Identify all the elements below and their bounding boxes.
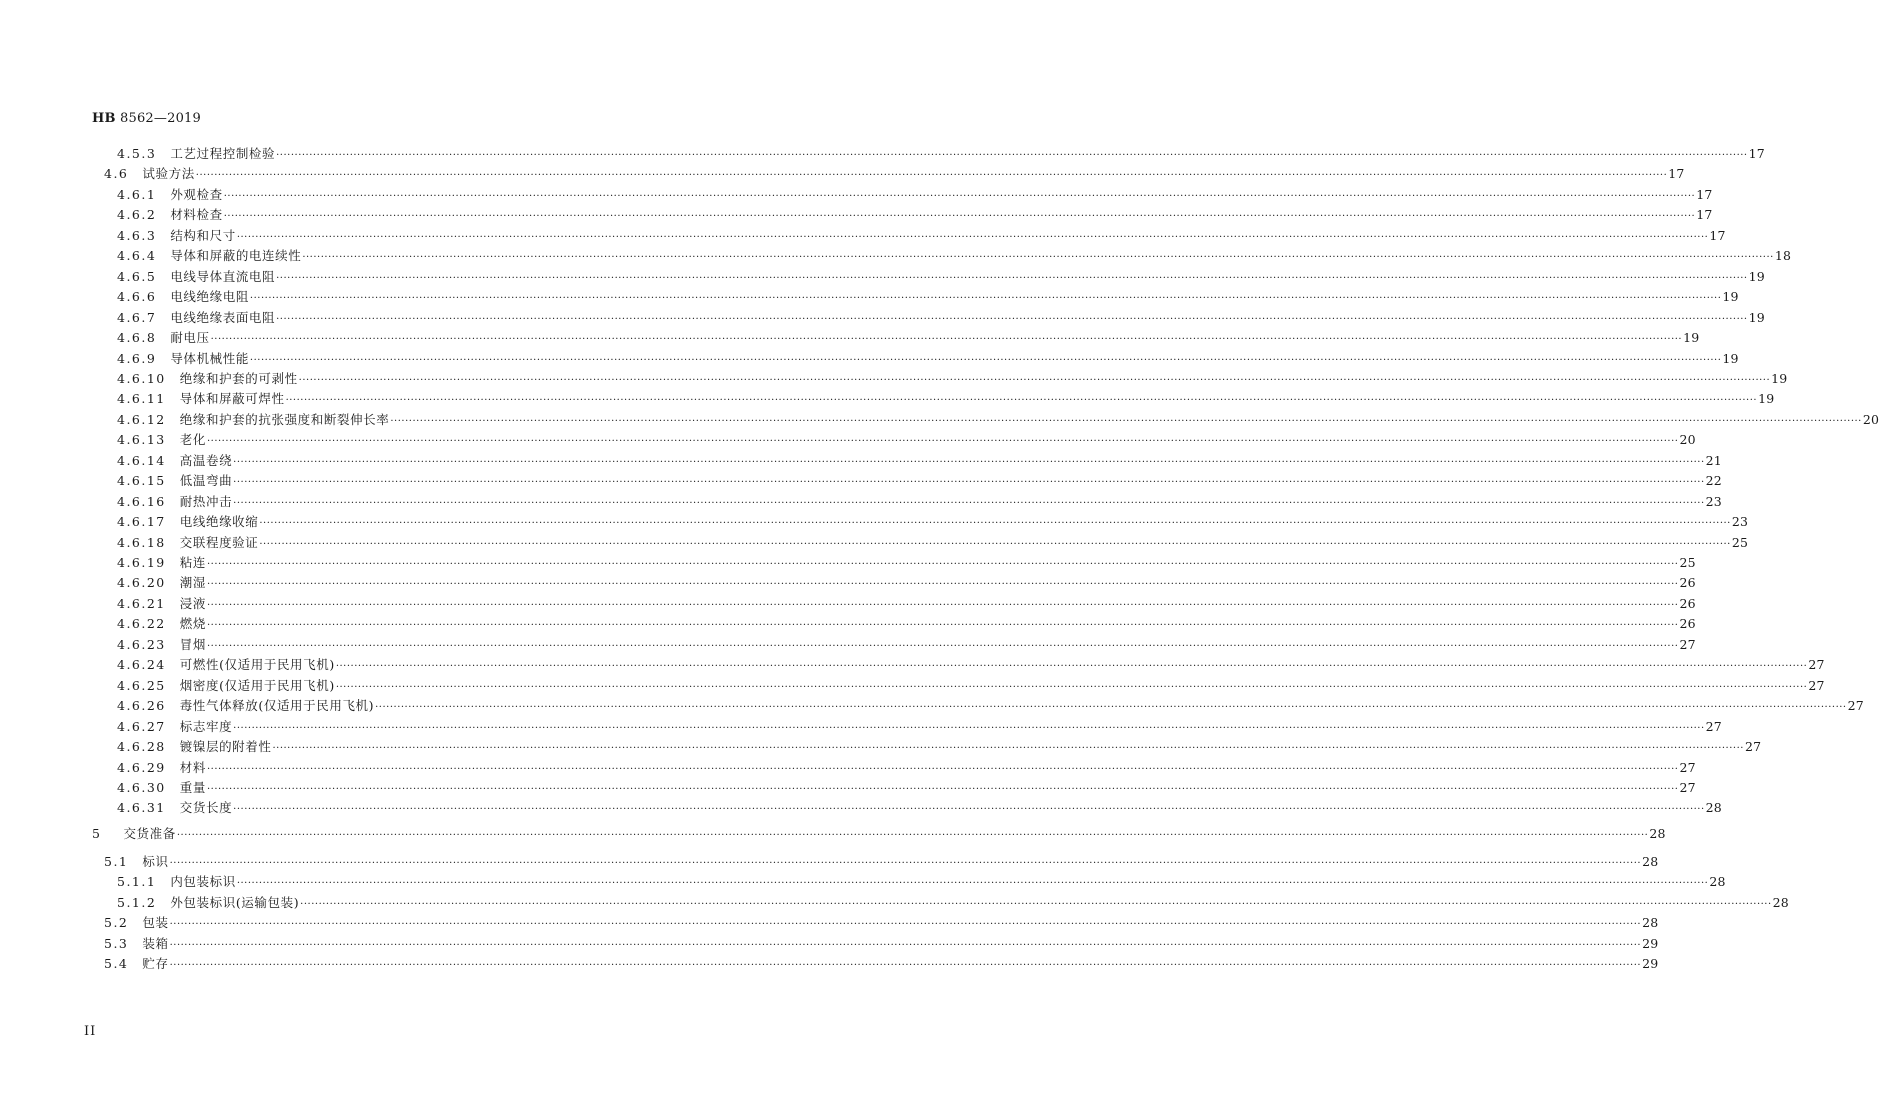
toc-entry-title: 毒性气体释放(仅适用于民用飞机): [179, 698, 375, 714]
toc-entry-title: 绝缘和护套的可剥性: [179, 370, 298, 386]
toc-entry-number: 4.6.30: [117, 779, 166, 795]
toc-entry-page: 27: [1679, 779, 1696, 795]
standard-code: HB: [92, 111, 116, 126]
toc-entry-number: 4.6.16: [117, 493, 166, 509]
toc-entry-title: 标志牢度: [179, 718, 233, 734]
toc-entry-title: 电线绝缘电阻: [170, 289, 249, 305]
toc-entry[interactable]: [117, 656, 1825, 674]
toc-entry-number: 4.6.24: [117, 657, 166, 673]
toc-entry-number: 4.6.5: [117, 268, 157, 284]
toc-entry-title: 交货准备: [123, 826, 176, 841]
toc-entry[interactable]: [117, 390, 1775, 408]
toc-entry[interactable]: [117, 718, 1722, 736]
toc-entry[interactable]: [104, 165, 1685, 183]
toc-entry[interactable]: [117, 472, 1722, 490]
toc-entry-number: 4.6.4: [117, 248, 157, 264]
toc-dot-leader: ················································································································································································································································································································································································································: [236, 231, 1709, 243]
toc-dot-leader: ················································································································································································································································································································································································································: [206, 783, 1679, 795]
toc-entry-page: 27: [1679, 759, 1696, 775]
toc-entry-page: 18: [1774, 248, 1792, 264]
toc-entry-page: 27: [1847, 698, 1864, 714]
toc-dot-leader: ················································································································································································································································································································································································································: [276, 272, 1748, 284]
toc-entry-page: 23: [1731, 514, 1749, 530]
toc-entry[interactable]: [117, 206, 1713, 224]
toc-entry-page: 20: [1862, 411, 1879, 427]
toc-entry-number: 5.4: [104, 956, 129, 971]
toc-entry-title: 电线导体直流电阻: [170, 268, 276, 284]
toc-dot-leader: ················································································································································································································································································································································································································: [233, 804, 1705, 816]
toc-entry-title: 交联程度验证: [179, 534, 259, 550]
toc-entry-page: 17: [1668, 166, 1685, 182]
toc-entry-title: 重量: [179, 779, 206, 795]
toc-entry-page: 19: [1722, 289, 1739, 305]
toc-entry-number: 5.3: [104, 936, 129, 951]
toc-entry-title: 浸液: [179, 595, 206, 611]
toc-entry-title: 外包装标识(运输包装): [170, 895, 300, 910]
toc-entry-page: 27: [1705, 718, 1722, 734]
toc-entry-number: 4.6.14: [117, 452, 166, 468]
toc-entry[interactable]: [104, 914, 1659, 932]
toc-dot-leader: ················································································································································································································································································································································································································: [259, 518, 1731, 530]
toc-dot-leader: ················································································································································································································································································································································································································: [206, 559, 1679, 570]
toc-entry[interactable]: [117, 247, 1792, 265]
toc-entry[interactable]: [117, 615, 1696, 633]
toc-entry[interactable]: [117, 411, 1879, 429]
toc-entry-title: 导体和屏蔽的电连续性: [170, 248, 302, 264]
toc-dot-leader: ················································································································································································································································································································································································································: [285, 395, 1758, 407]
toc-entry-title: 工艺过程控制检验: [170, 146, 276, 161]
toc-entry-title: 电线绝缘表面电阻: [170, 309, 276, 325]
toc-entry-page: 28: [1642, 915, 1659, 930]
toc-dot-leader: ················································································································································································································································································································································································································: [223, 190, 1696, 202]
toc-entry-number: 4.6.11: [117, 391, 166, 407]
toc-dot-leader: ················································································································································································································································································································································································································: [302, 252, 1774, 264]
toc-entry-page: 27: [1808, 657, 1825, 673]
toc-entry-title: 材料检查: [170, 207, 223, 223]
toc-dot-leader: ················································································································································································································································································································································································································: [206, 763, 1679, 775]
toc-entry-number: 4.6.7: [117, 309, 157, 325]
toc-entry-title: 导体机械性能: [170, 350, 249, 366]
toc-entry-number: 4.6.29: [117, 759, 166, 775]
toc-entry-page: 25: [1679, 555, 1696, 570]
page-number: II: [84, 1024, 97, 1039]
toc-dot-leader: ················································································································································································································································································································································································································: [390, 415, 1862, 427]
toc-entry-page: 28: [1642, 854, 1659, 869]
toc-entry-number: 4.6.15: [117, 473, 166, 489]
toc-entry[interactable]: [117, 677, 1825, 695]
toc-dot-leader: ················································································································································································································································································································································································································: [195, 170, 1668, 182]
toc-entry-page: 27: [1679, 636, 1696, 652]
toc-entry-number: 4.6.10: [117, 370, 166, 386]
toc-entry-title: 标识: [142, 854, 169, 869]
toc-entry-title: 老化: [179, 432, 206, 448]
toc-entry-number: 4.5.3: [117, 146, 157, 161]
toc-entry-number: 5: [92, 826, 102, 841]
toc-entry[interactable]: [117, 145, 1765, 163]
toc-entry[interactable]: [117, 799, 1722, 817]
toc-entry-page: 28: [1772, 895, 1789, 910]
toc-entry-number: 4.6.20: [117, 575, 166, 591]
toc-dot-leader: ················································································································································································································································································································································································································: [176, 830, 1649, 841]
toc-entry[interactable]: [117, 738, 1762, 756]
toc-entry-title: 冒烟: [179, 636, 206, 652]
toc-dot-leader: ················································································································································································································································································································································································································: [169, 919, 1642, 930]
toc-entry-number: 5.1.1: [117, 874, 157, 889]
toc-entry[interactable]: [92, 825, 1666, 843]
toc-entry-number: 4.6.13: [117, 432, 166, 448]
toc-entry[interactable]: [117, 186, 1713, 204]
toc-entry[interactable]: [117, 894, 1789, 912]
toc-entry[interactable]: [104, 935, 1659, 953]
toc-entry-number: 4.6.25: [117, 677, 166, 693]
toc-entry[interactable]: [117, 513, 1749, 531]
toc-dot-leader: ················································································································································································································································································································································································································: [206, 640, 1679, 652]
standard-number: 8562—2019: [120, 111, 201, 126]
toc-entry[interactable]: [117, 759, 1696, 777]
toc-entry[interactable]: [117, 227, 1726, 245]
toc-dot-leader: ················································································································································································································································································································································································································: [169, 858, 1642, 869]
toc-entry-number: 4.6.3: [117, 227, 157, 243]
toc-entry-number: 4.6.19: [117, 555, 166, 570]
toc-entry-title: 燃烧: [179, 616, 206, 632]
toc-dot-leader: ················································································································································································································································································································································································································: [276, 150, 1748, 161]
toc-dot-leader: ················································································································································································································································································································································································································: [206, 436, 1679, 448]
toc-dot-leader: ················································································································································································································································································································································································································: [210, 334, 1683, 346]
toc-entry-page: 17: [1696, 207, 1713, 223]
toc-entry-title: 内包装标识: [170, 874, 236, 889]
toc-entry-title: 低温弯曲: [179, 473, 233, 489]
toc-entry[interactable]: [117, 574, 1696, 592]
toc-entry-title: 粘连: [179, 555, 206, 570]
toc-dot-leader: ················································································································································································································································································································································································································: [276, 313, 1748, 325]
toc-entry-page: 19: [1748, 268, 1765, 284]
toc-entry[interactable]: [117, 636, 1696, 654]
toc-entry-title: 贮存: [142, 956, 169, 971]
toc-dot-leader: ················································································································································································································································································································································································································: [259, 538, 1731, 550]
toc-entry-page: 19: [1758, 391, 1775, 407]
toc-entry-number: 4.6.26: [117, 698, 166, 714]
toc-entry-page: 17: [1696, 186, 1713, 202]
toc-entry-number: 4.6: [104, 166, 129, 182]
toc-dot-leader: ················································································································································································································································································································································································································: [206, 579, 1679, 591]
toc-entry-page: 27: [1808, 677, 1825, 693]
toc-entry[interactable]: [117, 779, 1696, 797]
toc-entry-number: 4.6.21: [117, 595, 166, 611]
toc-entry[interactable]: [117, 309, 1765, 327]
toc-dot-leader: ················································································································································································································································································································································································································: [233, 477, 1705, 489]
toc-entry-page: 27: [1744, 739, 1762, 755]
toc-entry-page: 29: [1642, 936, 1659, 951]
toc-entry-number: 4.6.17: [117, 514, 166, 530]
toc-entry[interactable]: [117, 697, 1864, 715]
toc-entry-number: 4.6.22: [117, 616, 166, 632]
toc-entry-page: 17: [1748, 146, 1765, 161]
toc-entry-title: 电线绝缘收缩: [179, 514, 259, 530]
toc-dot-leader: ················································································································································································································································································································································································································: [169, 960, 1642, 971]
toc-entry-page: 26: [1679, 616, 1696, 632]
toc-entry-number: 4.6.12: [117, 411, 166, 427]
toc-dot-leader: ················································································································································································································································································································································································································: [249, 293, 1722, 305]
toc-entry-page: 23: [1705, 493, 1722, 509]
toc-entry-title: 可燃性(仅适用于民用飞机): [179, 657, 335, 673]
toc-entry-title: 潮湿: [179, 575, 206, 591]
toc-dot-leader: ················································································································································································································································································································································································································: [223, 211, 1696, 223]
toc-entry-page: 19: [1748, 309, 1765, 325]
toc-dot-leader: ················································································································································································································································································································································································································: [169, 940, 1642, 951]
toc-entry-title: 外观检查: [170, 186, 223, 202]
toc-entry-page: 28: [1705, 800, 1722, 816]
toc-entry[interactable]: [117, 493, 1722, 511]
toc-entry-title: 试验方法: [142, 166, 195, 182]
toc-entry-title: 结构和尺寸: [170, 227, 236, 243]
toc-entry-title: 镀镍层的附着性: [179, 739, 272, 755]
toc-entry-page: 22: [1705, 473, 1722, 489]
toc-entry[interactable]: [104, 955, 1659, 973]
toc-entry[interactable]: [117, 350, 1739, 368]
toc-entry-page: 21: [1705, 452, 1722, 468]
toc-entry-number: 4.6.6: [117, 289, 157, 305]
toc-dot-leader: ················································································································································································································································································································································································································: [236, 878, 1709, 889]
toc-dot-leader: ················································································································································································································································································································································································································: [233, 456, 1705, 468]
toc-entry[interactable]: [117, 431, 1696, 449]
toc-entry-page: 19: [1683, 330, 1700, 346]
toc-entry-page: 29: [1642, 956, 1659, 971]
toc-entry[interactable]: [117, 288, 1739, 306]
toc-dot-leader: ················································································································································································································································································································································································································: [233, 722, 1705, 734]
toc-entry-title: 材料: [179, 759, 206, 775]
toc-entry-number: 4.6.8: [117, 330, 157, 346]
toc-entry-title: 交货长度: [179, 800, 233, 816]
toc-entry-page: 19: [1722, 350, 1739, 366]
toc-entry-title: 装箱: [142, 936, 169, 951]
toc-entry-page: 17: [1709, 227, 1726, 243]
toc-entry-page: 20: [1679, 432, 1696, 448]
toc-entry-number: 4.6.1: [117, 186, 157, 202]
document-header: [92, 111, 201, 126]
toc-entry-number: 4.6.18: [117, 534, 166, 550]
toc-entry-number: 4.6.2: [117, 207, 157, 223]
toc-entry-page: 28: [1649, 826, 1666, 841]
toc-entry[interactable]: [117, 534, 1749, 552]
toc-entry-title: 高温卷绕: [179, 452, 233, 468]
toc-dot-leader: ················································································································································································································································································································································································································: [206, 620, 1679, 632]
toc-entry-number: 5.2: [104, 915, 129, 930]
toc-entry-number: 4.6.9: [117, 350, 157, 366]
toc-entry[interactable]: [104, 853, 1659, 871]
toc-entry-page: 25: [1731, 534, 1749, 550]
toc-entry-title: 导体和屏蔽可焊性: [179, 391, 285, 407]
toc-dot-leader: ················································································································································································································································································································································································································: [335, 681, 1808, 693]
toc-dot-leader: ················································································································································································································································································································································································································: [233, 497, 1705, 509]
toc-entry-page: 19: [1771, 370, 1788, 386]
toc-entry-page: 26: [1679, 575, 1696, 591]
toc-entry[interactable]: [117, 595, 1696, 613]
toc-entry-title: 绝缘和护套的抗张强度和断裂伸长率: [179, 411, 390, 427]
toc-entry-number: 4.6.31: [117, 800, 166, 816]
toc-entry-page: 26: [1679, 595, 1696, 611]
toc-dot-leader: ················································································································································································································································································································································································································: [272, 743, 1744, 755]
toc-dot-leader: ················································································································································································································································································································································································································: [249, 354, 1722, 366]
toc-entry-number: 4.6.27: [117, 718, 166, 734]
toc-entry[interactable]: [117, 452, 1722, 470]
toc-entry-title: 耐热冲击: [179, 493, 233, 509]
toc-entry-number: 4.6.28: [117, 739, 166, 755]
toc-dot-leader: ················································································································································································································································································································································································································: [298, 374, 1771, 386]
toc-entry[interactable]: [117, 554, 1696, 572]
toc-entry-title: 耐电压: [170, 330, 210, 346]
toc-entry-number: 5.1.2: [117, 895, 157, 910]
toc-entry-number: 5.1: [104, 854, 129, 869]
toc-entry[interactable]: [117, 268, 1765, 286]
toc-dot-leader: ················································································································································································································································································································································································································: [206, 599, 1679, 611]
toc-entry-title: 包装: [142, 915, 169, 930]
toc-dot-leader: ················································································································································································································································································································································································································: [375, 702, 1847, 714]
toc-entry[interactable]: [117, 370, 1788, 388]
toc-entry[interactable]: [117, 329, 1700, 347]
toc-dot-leader: ················································································································································································································································································································································································································: [335, 661, 1808, 673]
toc-entry-number: 4.6.23: [117, 636, 166, 652]
toc-dot-leader: ················································································································································································································································································································································································································: [300, 899, 1772, 910]
toc-entry-title: 烟密度(仅适用于民用飞机): [179, 677, 335, 693]
toc-entry[interactable]: [117, 873, 1726, 891]
toc-entry-page: 28: [1709, 874, 1726, 889]
